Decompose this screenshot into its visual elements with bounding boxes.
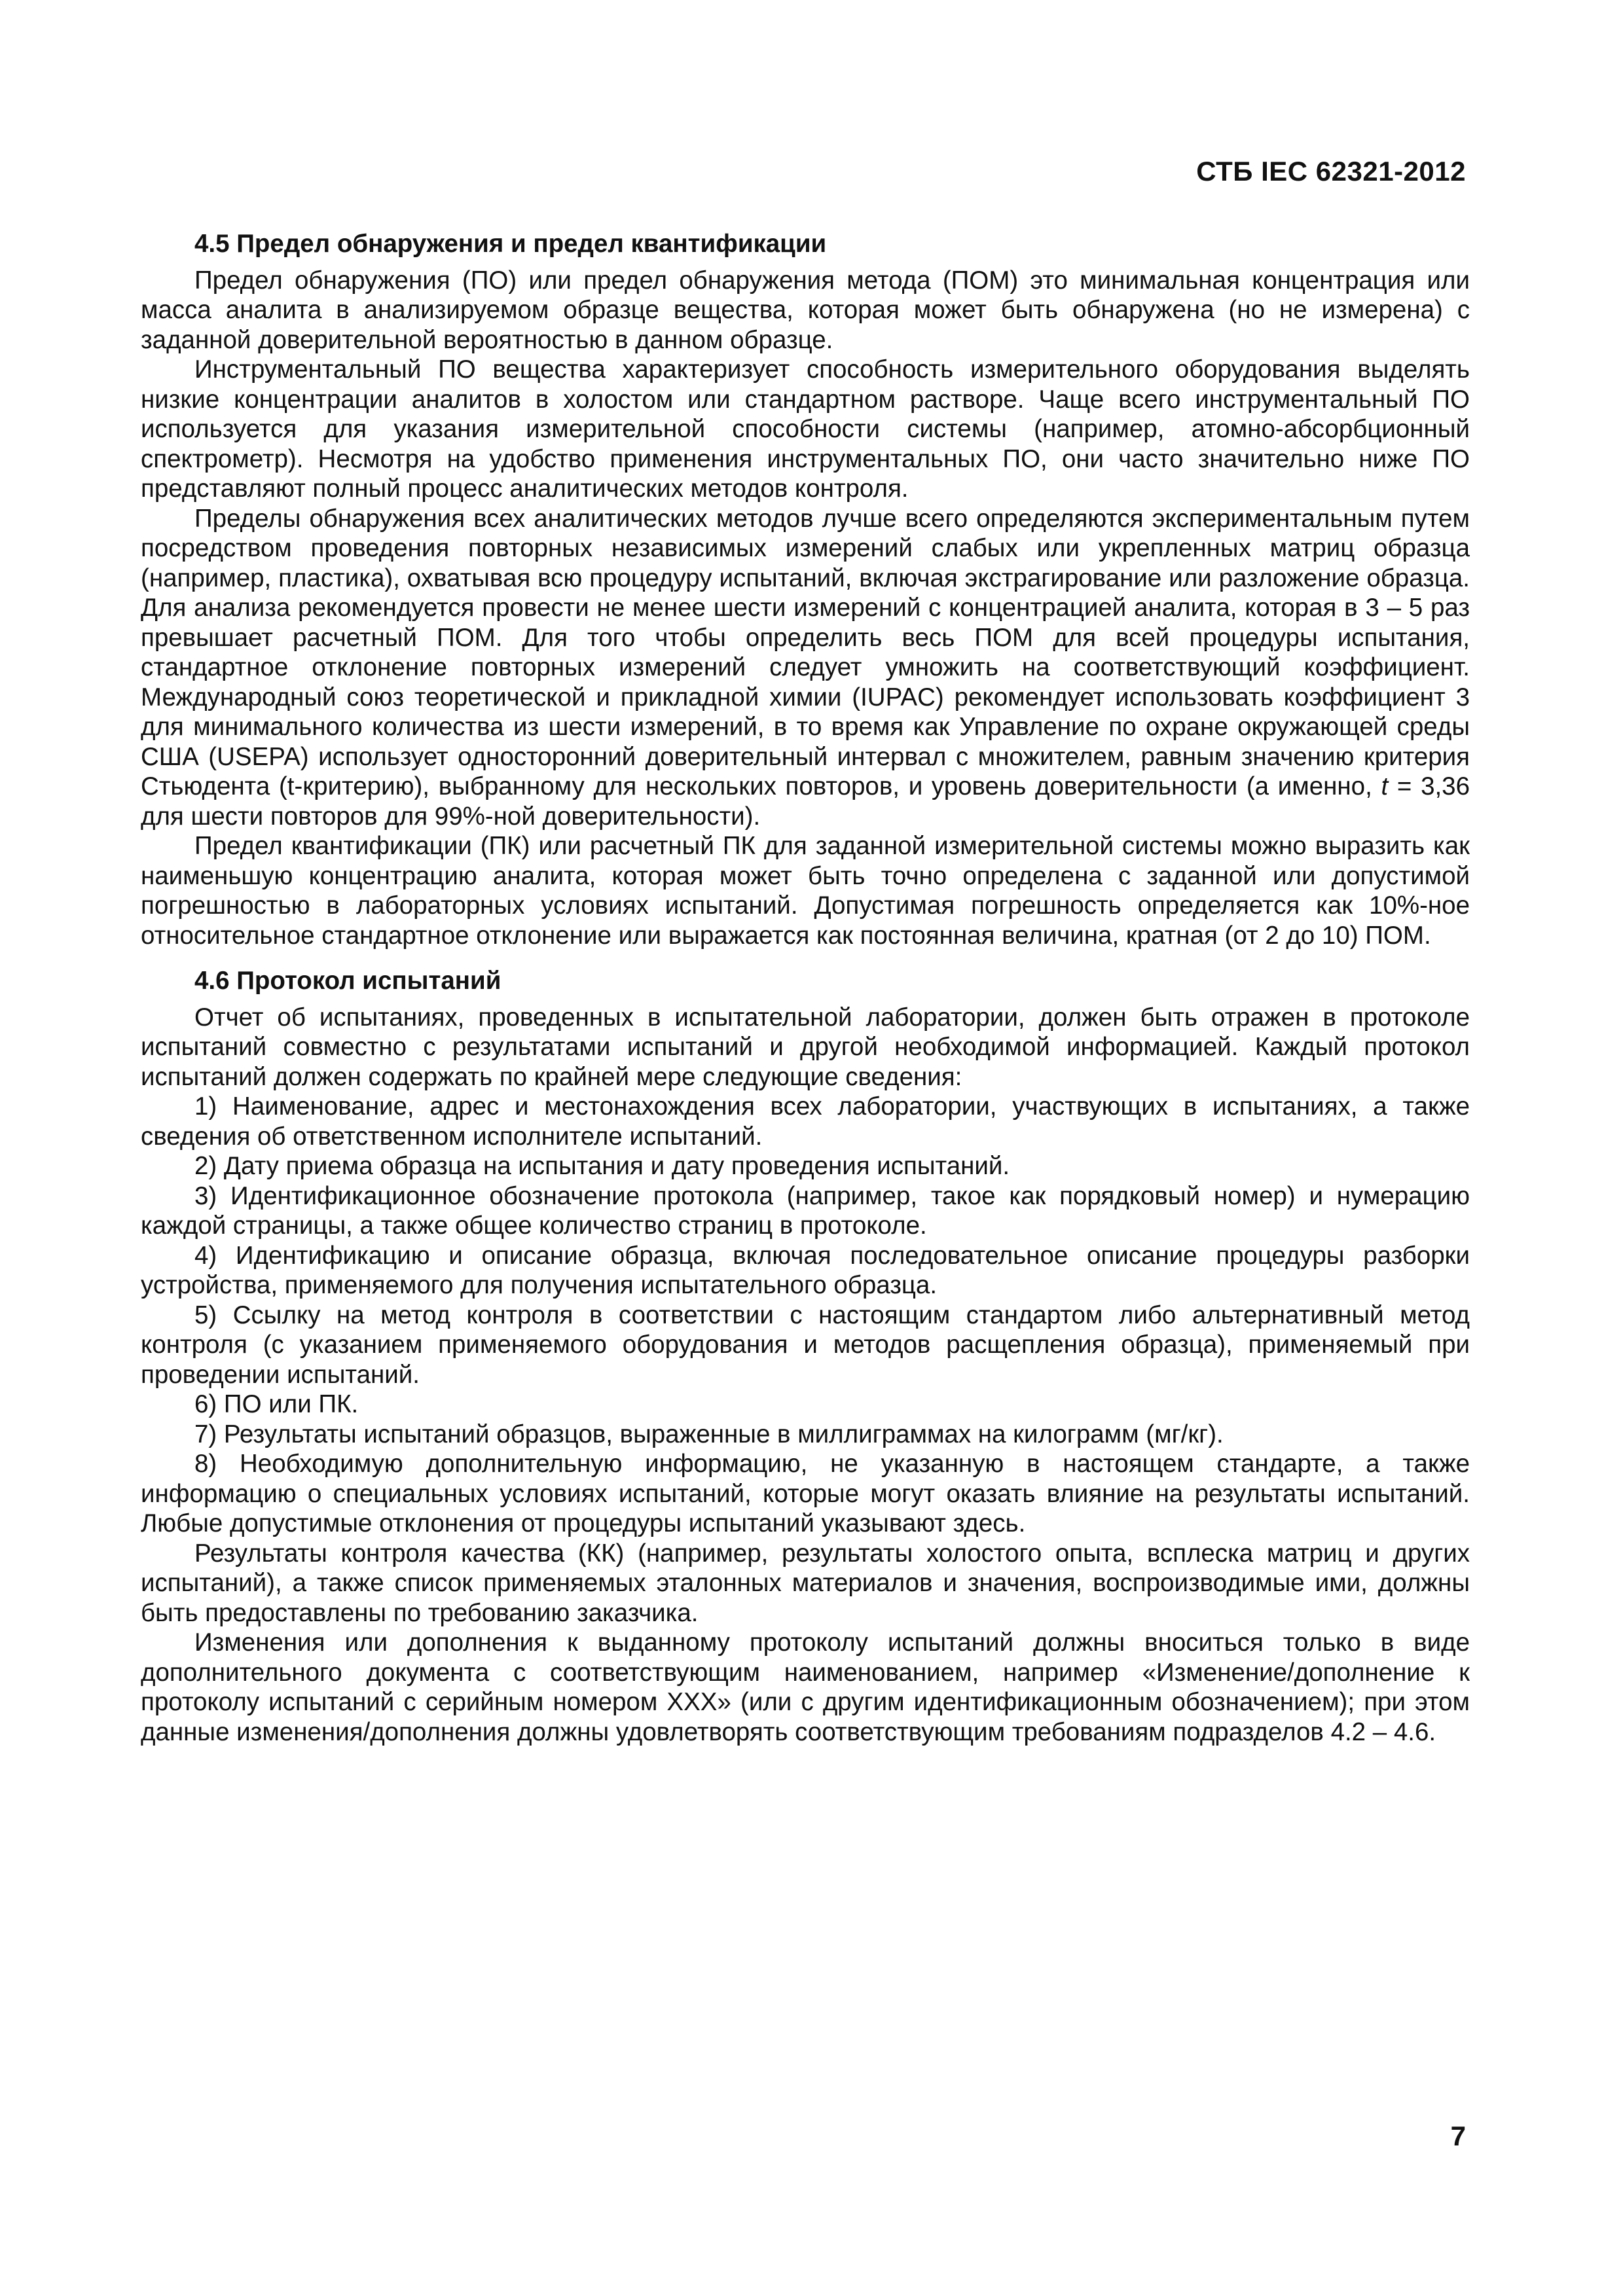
paragraph-lod-determination-text: Пределы обнаружения всех аналитических методов лучше всего определяются экспериментальным путем посредством проведения повторных независимых измерений слабых или укрепленных матриц образца (например, пластика), охватывая всю процедуру испытаний, включая экстрагирование или разложение образца. Для анализа рекомендуется провести не менее шести измерений с концентрацией аналита, которая в 3 – 5 раз превышает расчетный ПОМ. Для того чтобы определить весь ПОМ для всей процедуры испытания, стандартное отклонение повторных измерений следует умножить на соответствующий коэффициент. Международный союз теоретической и прикладной химии (IUPAC) рекомендует использовать коэффициент 3 для минимального количества из шести измерений, в то время как Управление по охране окружающей среды США (USEPA) использует односторонний доверительный интервал с множителем, равным значению критерия Стьюдента (t-критерию), выбранному для нескольких повторов, и уровень доверительности (а именно, — [141, 504, 1470, 800]
list-item-4: 4) Идентификацию и описание образца, включая последовательное описание процедуры разборки устройства, применяемого для получения испытательного образца. — [141, 1241, 1470, 1299]
list-item-1: 1) Наименование, адрес и местонахождения всех лаборатории, участвующих в испытаниях, а также сведения об ответственном исполнителе испытаний. — [141, 1092, 1470, 1151]
list-item-3: 3) Идентификационное обозначение протокола (например, такое как порядковый номер) и нумерацию каждой страницы, а также общее количество страниц в протоколе. — [141, 1181, 1470, 1240]
section-4-6-heading: 4.6 Протокол испытаний — [194, 967, 501, 995]
section-4-5-heading: 4.5 Предел обнаружения и предел квантификации — [194, 230, 827, 258]
standard-code-header: СТБ IEC 62321-2012 — [1196, 156, 1466, 187]
paragraph-quality-control: Результаты контроля качества (КК) (например, результаты холостого опыта, всплеска матриц и других испытаний), а также список применяемых эталонных материалов и значения, воспроизводимые ими, должны быть предоставлены по требованию заказчика. — [141, 1539, 1470, 1627]
list-item-6: 6) ПО или ПК. — [194, 1390, 359, 1418]
list-item-8: 8) Необходимую дополнительную информацию, не указанную в настоящем стандарте, а также информацию о специальных условиях испытаний, которые могут оказать влияние на результаты испытаний. Любые допустимые отклонения от процедуры испытаний указывают здесь. — [141, 1450, 1470, 1537]
list-item-5: 5) Ссылку на метод контроля в соответствии с настоящим стандартом либо альтернативный метод контроля (с указанием применяемого оборудования и методов расщепления образца), применяемый при проведении испытаний. — [141, 1300, 1470, 1389]
t-variable: t — [1381, 772, 1389, 800]
list-item-2: 2) Дату приема образца на испытания и дату проведения испытаний. — [194, 1152, 1010, 1180]
list-item-7: 7) Результаты испытаний образцов, выраженные в миллиграммах на килограмм (мг/кг). — [194, 1420, 1224, 1448]
paragraph-amendments: Изменения или дополнения к выданному протоколу испытаний должны вноситься только в виде дополнительного документа с соответствующим наименованием, например «Изменение/дополнение к протоколу испытаний с серийным номером XXX» (или с другим идентификационным обозначением); при этом данные изменения/дополнения должны удовлетворять соответствующим требованиям подразделов 4.2 – 4.6. — [141, 1628, 1470, 1746]
paragraph-lod-determination — [141, 504, 1470, 832]
paragraph-loq-definition: Предел квантификации (ПК) или расчетный ПК для заданной измерительной системы можно выразить как наименьшую концентрацию аналита, которая может быть точно определена с заданной или допустимой погрешностью в лабораторных условиях испытаний. Допустимая погрешность определяется как 10%-ное относительное стандартное отклонение или выражается как постоянная величина, кратная (от 2 до 10) ПОМ. — [141, 832, 1470, 950]
page-number: 7 — [1450, 2121, 1466, 2151]
formula-tail: = 3,36 для шести повторов для 99%-ной доверительности). — [141, 772, 1470, 831]
document-body — [141, 229, 1470, 1747]
paragraph-protocol-intro: Отчет об испытаниях, проведенных в испытательной лаборатории, должен быть отражен в протоколе испытаний совместно с результатами испытаний и другой необходимой информацией. Каждый протокол испытаний должен содержать по крайней мере следующие сведения: — [141, 1003, 1470, 1091]
paragraph-lod-definition: Предел обнаружения (ПО) или предел обнаружения метода (ПОМ) это минимальная концентрация или масса аналита в анализируемом образце вещества, которая может быть обнаружена (но не измерена) с заданной доверительной вероятностью в данном образце. — [141, 266, 1470, 354]
paragraph-instrumental-lod: Инструментальный ПО вещества характеризует способность измерительного оборудования выделять низкие концентрации аналитов в холостом или стандартном растворе. Чаще всего инструментальный ПО используется для указания измерительной способности системы (например, атомно-абсорбционный спектрометр). Несмотря на удобство применения инструментальных ПО, они часто значительно ниже ПО представляют полный процесс аналитических методов контроля. — [141, 355, 1470, 503]
